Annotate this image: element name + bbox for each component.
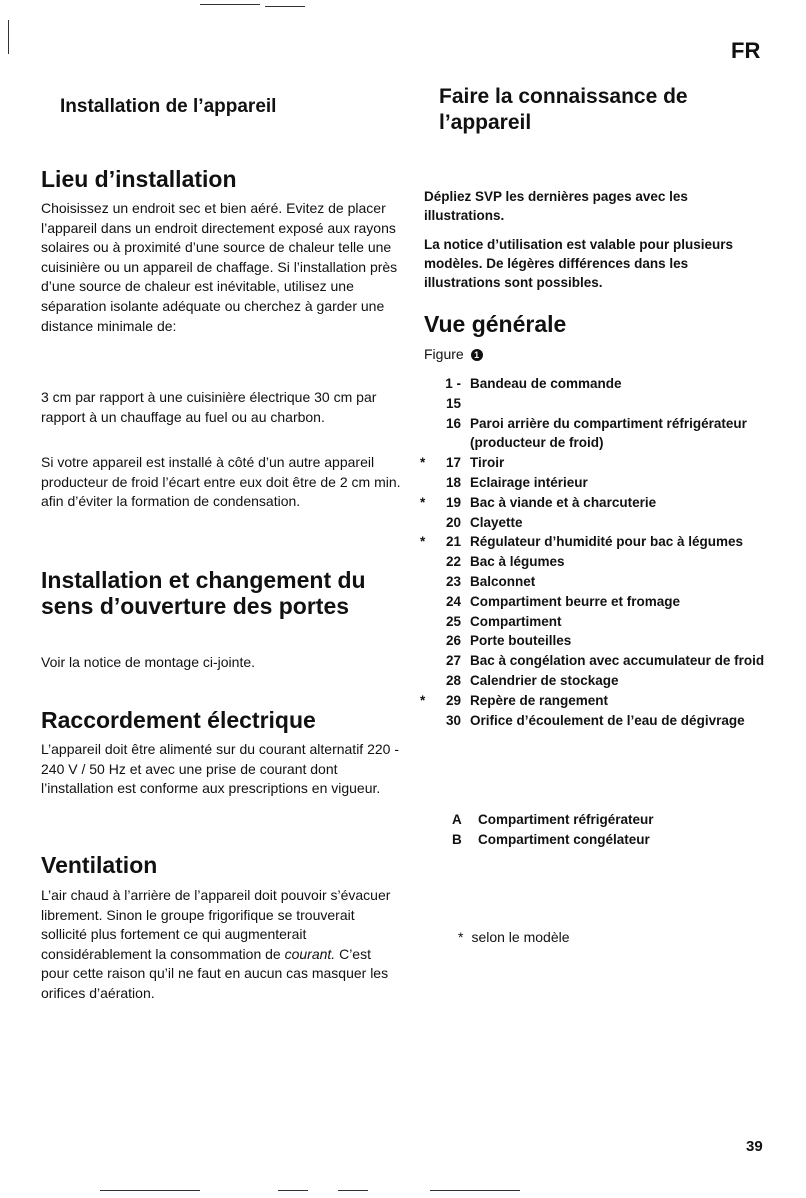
section-title-ventilation: Ventilation: [41, 852, 158, 878]
part-number: 30: [445, 712, 461, 728]
part-label: Bandeau de commande: [470, 376, 622, 391]
part-number: 1 - 15: [445, 376, 461, 411]
list-item: [420, 592, 770, 612]
part-label: Tiroir: [470, 455, 505, 471]
part-number: 18: [445, 474, 461, 490]
part-number: 22: [445, 554, 461, 570]
footnote: [458, 929, 570, 945]
intro-note: La notice d’utilisation est valable pour plusieurs modèles. De légères différences dans les illustrations sont possibles.: [424, 236, 734, 290]
part-label: Bac à congélation avec accumulateur de froid: [470, 653, 765, 669]
list-item: [452, 830, 772, 850]
scan-rule: [100, 1190, 200, 1191]
paragraph-raccordement: L’appareil doit être alimenté sur du courant alternatif 220 - 240 V / 50 Hz et avec une prise de courant dont l’installation est conforme aux prescriptions en vigueur.: [41, 741, 399, 797]
model-dependent-marker: [420, 552, 434, 572]
ventilation-text-start: L’air chaud à l’arrière de l’appareil doit pouvoir s’évacuer librement. Sinon le groupe frigorifique se trouverait sollicité plus fortement ce qui augmenterait considérablement la consommation de: [41, 887, 391, 962]
list-item: [420, 513, 770, 533]
model-dependent-marker: [420, 612, 434, 632]
list-item: [452, 810, 772, 830]
part-number: 26: [445, 633, 461, 649]
model-dependent-marker: [420, 651, 434, 671]
header-left-title: Installation de l’appareil: [60, 96, 277, 117]
part-label: Compartiment: [470, 613, 562, 629]
model-dependent-marker: [420, 671, 434, 691]
model-dependent-marker: *: [420, 455, 426, 471]
model-dependent-marker: [420, 513, 434, 533]
list-item: [420, 612, 770, 632]
list-item: [420, 414, 770, 454]
part-label: Clayette: [470, 514, 523, 530]
paragraph-installation: Voir la notice de montage ci-jointe.: [41, 654, 256, 670]
compartment-letter: B: [452, 832, 462, 847]
part-number: 24: [445, 593, 461, 609]
paragraph-lieu-3: Si votre appareil est installé à côté d’un autre appareil producteur de froid l’écart entre eux doit être de 2 cm min. afin d’éviter la formation de condensation.: [41, 454, 401, 510]
part-label: Calendrier de stockage: [470, 672, 619, 688]
list-item: [420, 631, 770, 651]
page-number: 39: [746, 1138, 763, 1155]
scan-rule: [265, 6, 305, 7]
scan-rule: [278, 1190, 308, 1191]
list-item: [420, 711, 770, 731]
list-item: [420, 691, 770, 711]
ventilation-text-end: C’est pour cette raison qu’il ne faut en aucun cas masquer les orifices d’aération.: [41, 945, 389, 1001]
ventilation-text-emphasis: courant.: [284, 945, 336, 962]
part-number: 21: [445, 534, 461, 550]
model-dependent-marker: [420, 592, 434, 612]
part-label: Balconnet: [470, 573, 536, 589]
part-label: Eclairage intérieur: [470, 474, 588, 490]
footnote-text: selon le modèle: [471, 929, 570, 945]
header-right-title: Faire la connaissance de l’appareil: [439, 85, 688, 134]
model-dependent-marker: [420, 711, 434, 731]
part-label: Bac à légumes: [470, 554, 565, 570]
paragraph-lieu-1: Choisissez un endroit sec et bien aéré. Evitez de placer l’appareil dans un endroit directement exposé aux rayons solaires ou à proximité d’une source de chaleur telle une cuisinière ou un appareil de chaffage. Si l’installation près d’une source de chaleur est inévitable, utilisez une séparation isolante adéquate ou cherchez à garder une distance minimale de:: [41, 200, 398, 334]
paragraph-ventilation: [41, 886, 401, 1004]
model-dependent-marker: [420, 473, 434, 493]
scan-mark: [8, 20, 9, 54]
model-dependent-marker: *: [420, 494, 426, 510]
part-number: 16: [445, 415, 461, 431]
model-dependent-marker: [420, 572, 434, 592]
list-item: [420, 493, 770, 513]
list-item: [420, 671, 770, 691]
part-number: 23: [445, 573, 461, 589]
section-title-raccordement: Raccordement électrique: [41, 707, 316, 733]
part-number: 28: [445, 672, 461, 688]
section-title-installation: Installation et changement du sens d’ouverture des portes: [41, 567, 366, 619]
model-dependent-marker: [420, 374, 434, 414]
part-number: 19: [445, 494, 461, 510]
part-number: 27: [445, 653, 461, 669]
scan-rule: [200, 4, 260, 5]
section-title-lieu: Lieu d’installation: [41, 166, 237, 192]
paragraph-lieu-2: 3 cm par rapport à une cuisinière électrique 30 cm par rapport à un chauffage au fuel ou au charbon.: [41, 389, 377, 425]
list-item: [420, 552, 770, 572]
part-number: 20: [445, 514, 461, 530]
language-tag: FR: [731, 38, 761, 63]
list-item: [420, 651, 770, 671]
part-label: Orifice d’écoulement de l’eau de dégivrage: [470, 712, 745, 728]
part-label: Repère de rangement: [470, 692, 609, 708]
list-item: [420, 453, 770, 473]
scan-rule: [430, 1190, 520, 1191]
figure-reference: [424, 346, 764, 362]
compartment-letter: A: [452, 812, 462, 827]
compartment-label: Compartiment congélateur: [478, 832, 650, 847]
part-number: 25: [445, 613, 461, 629]
figure-label: Figure: [424, 346, 464, 362]
list-item: [420, 473, 770, 493]
model-dependent-marker: [420, 631, 434, 651]
part-label: Régulateur d’humidité pour bac à légumes: [470, 534, 744, 550]
section-title-vue-generale: Vue générale: [424, 311, 567, 337]
list-item: [420, 532, 770, 552]
compartment-list: [452, 810, 772, 850]
model-dependent-marker: *: [420, 534, 426, 550]
part-label: Bac à viande et à charcuterie: [470, 494, 657, 510]
part-number: 29: [445, 692, 461, 708]
part-label: Compartiment beurre et fromage: [470, 593, 681, 609]
scan-rule: [338, 1190, 368, 1191]
part-label: Paroi arrière du compartiment réfrigérateur (producteur de froid): [470, 415, 747, 451]
compartment-label: Compartiment réfrigérateur: [478, 812, 654, 827]
part-number: 17: [445, 455, 461, 471]
figure-number-badge: 1: [471, 349, 483, 361]
list-item: [420, 572, 770, 592]
part-label: Porte bouteilles: [470, 633, 572, 649]
parts-list: [420, 374, 770, 730]
footnote-star: *: [458, 929, 464, 945]
list-item: [420, 374, 770, 414]
model-dependent-marker: *: [420, 692, 426, 708]
intro-instruction: Dépliez SVP les dernières pages avec les illustrations.: [424, 188, 688, 223]
model-dependent-marker: [420, 414, 434, 454]
